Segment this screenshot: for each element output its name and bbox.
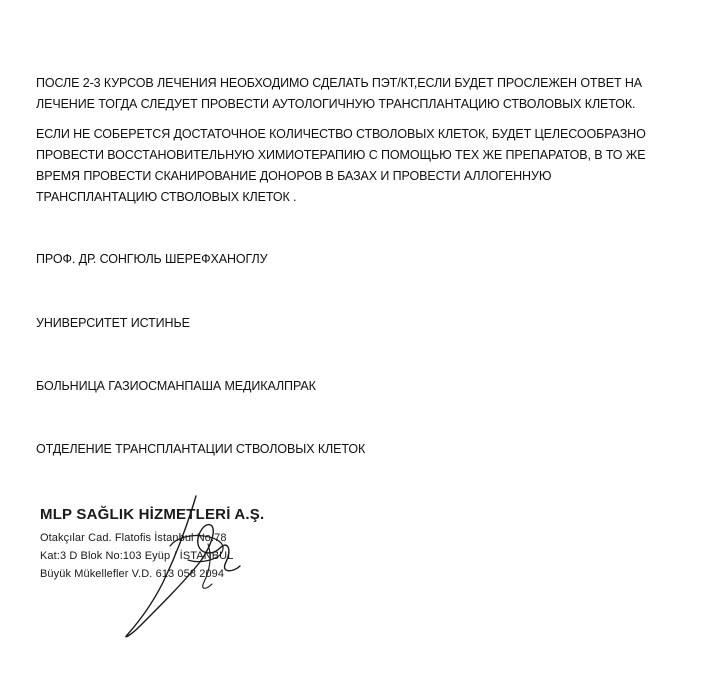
department-name: ОТДЕЛЕНИЕ ТРАНСПЛАНТАЦИИ СТВОЛОВЫХ КЛЕТОК [36, 442, 366, 456]
stamp-company-name: MLP SAĞLIK HİZMETLERİ A.Ş. [40, 506, 265, 523]
signature-stroke [126, 496, 240, 637]
paragraph-line: ТРАНСПЛАНТАЦИЮ СТВОЛОВЫХ КЛЕТОК . [36, 190, 297, 204]
stamp-address-line2: Kat:3 D Blok No:103 Eyüp / İSTANBUL [40, 550, 234, 562]
paragraph-line: ПРОВЕСТИ ВОССТАНОВИТЕЛЬНУЮ ХИМИОТЕРАПИЮ С ПОМОЩЬЮ ТЕХ ЖЕ ПРЕПАРАТОВ, В ТО ЖЕ [36, 148, 646, 162]
paragraph-line: ПОСЛЕ 2-3 КУРСОВ ЛЕЧЕНИЯ НЕОБХОДИМО СДЕЛАТЬ ПЭТ/КТ,ЕСЛИ БУДЕТ ПРОСЛЕЖЕН ОТВЕТ НА [36, 76, 643, 90]
paragraph-alternative-therapy [36, 124, 686, 208]
doctor-name: ПРОФ. ДР. СОНГЮЛЬ ШЕРЕФХАНОГЛУ [36, 252, 268, 266]
paragraph-pet-ct [36, 73, 686, 115]
hospital-name: БОЛЬНИЦА ГАЗИОСМАНПАША МЕДИКАЛПРАК [36, 379, 316, 393]
paragraph-line: ВРЕМЯ ПРОВЕСТИ СКАНИРОВАНИЕ ДОНОРОВ В БАЗАХ И ПРОВЕСТИ АЛЛОГЕННУЮ [36, 169, 552, 183]
stamp-address-line1: Otakçılar Cad. Flatofis İstanbul No:78 [40, 532, 227, 544]
stamp-tax-line: Büyük Mükellefler V.D. 613 058 2094 [40, 568, 225, 580]
handwritten-signature [100, 486, 270, 646]
paragraph-line: ЛЕЧЕНИЕ ТОГДА СЛЕДУЕТ ПРОВЕСТИ АУТОЛОГИЧНУЮ ТРАНСПЛАНТАЦИЮ СТВОЛОВЫХ КЛЕТОК. [36, 97, 636, 111]
university-name: УНИВЕРСИТЕТ ИСТИНЬЕ [36, 316, 190, 330]
paragraph-line: ЕСЛИ НЕ СОБЕРЕТСЯ ДОСТАТОЧНОЕ КОЛИЧЕСТВО СТВОЛОВЫХ КЛЕТОК, БУДЕТ ЦЕЛЕСООБРАЗНО [36, 127, 646, 141]
